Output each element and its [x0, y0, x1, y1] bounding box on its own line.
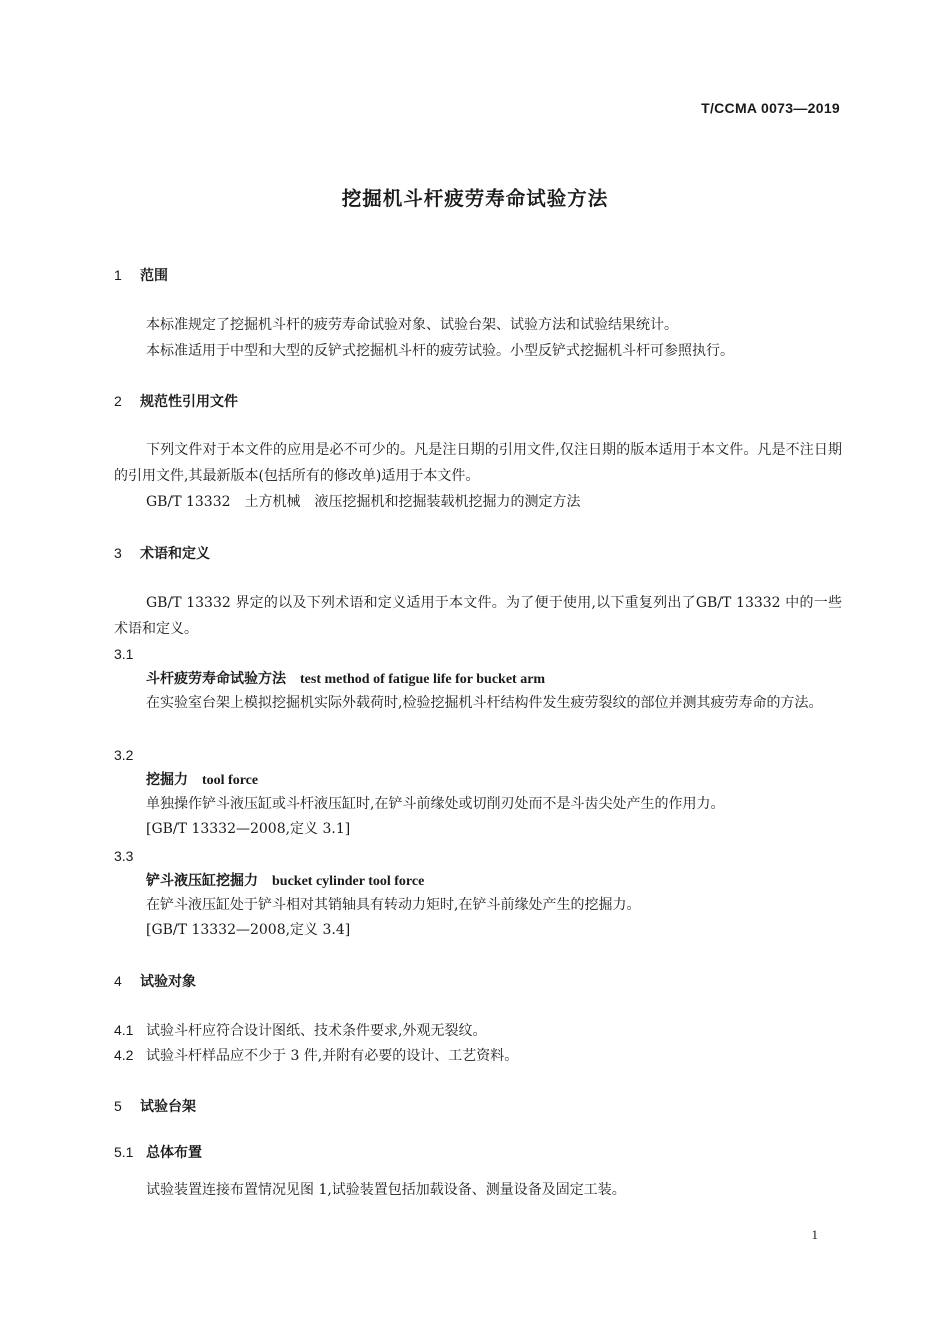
- term-entry: [146, 668, 545, 688]
- subsection-title: 总体布置: [146, 1145, 202, 1161]
- subsection-number: 5.1: [114, 1144, 134, 1160]
- paragraph: 本标准规定了挖掘机斗杆的疲劳寿命试验对象、试验台架、试验方法和试验结果统计。: [146, 317, 678, 333]
- term-en: tool force: [202, 773, 259, 788]
- section-number: 1: [114, 267, 122, 283]
- clause-text: 试验斗杆样品应不少于 3 件,并附有必要的设计、工艺资料。: [146, 1048, 519, 1064]
- term-zh: 挖掘力: [146, 772, 188, 788]
- subsection-5-1-heading: [114, 1142, 202, 1162]
- paragraph: 下列文件对于本文件的应用是必不可少的。凡是注日期的引用文件,仅注日期的版本适用于本文件。凡是不注日期的引用文件,其最新版本(包括所有的修改单)适用于本文件。: [114, 442, 842, 484]
- section-title: 范围: [140, 268, 168, 284]
- section-3-heading: [114, 543, 210, 563]
- paragraph: 本标准适用于中型和大型的反铲式挖掘机斗杆的疲劳试验。小型反铲式挖掘机斗杆可参照执行。: [146, 343, 734, 359]
- term-definition: 在实验室台架上模拟挖掘机实际外载荷时,检验挖掘机斗杆结构件发生疲劳裂纹的部位并测其疲劳寿命的方法。: [146, 695, 823, 711]
- section-number: 5: [114, 1098, 122, 1114]
- section-title: 规范性引用文件: [140, 394, 238, 410]
- section-title: 试验台架: [140, 1099, 196, 1115]
- standard-code: T/CCMA 0073—2019: [701, 100, 840, 116]
- term-zh: 斗杆疲劳寿命试验方法: [146, 671, 286, 687]
- term-source: [GB/T 13332—2008,定义 3.4]: [146, 922, 351, 938]
- paragraph: 试验装置连接布置情况见图 1,试验装置包括加载设备、测量设备及固定工装。: [146, 1182, 626, 1198]
- section-title: 试验对象: [140, 974, 196, 990]
- term-number: 3.3: [114, 848, 134, 864]
- section-number: 2: [114, 393, 122, 409]
- term-number: 3.2: [114, 747, 134, 763]
- paragraph: GB/T 13332 界定的以及下列术语和定义适用于本文件。为了便于使用,以下重复列出了GB/T 13332 中的一些术语和定义。: [114, 595, 842, 637]
- page-number: 1: [811, 1227, 818, 1242]
- term-zh: 铲斗液压缸挖掘力: [146, 873, 258, 889]
- section-1-heading: [114, 265, 168, 285]
- term-en: bucket cylinder tool force: [272, 874, 425, 889]
- clause: [114, 1017, 486, 1044]
- section-5-heading: [114, 1096, 196, 1116]
- term-definition: 单独操作铲斗液压缸或斗杆液压缸时,在铲斗前缘处或切削刃处而不是斗齿尖处产生的作用力。: [146, 796, 725, 812]
- term-entry: [146, 769, 258, 789]
- term-number: 3.1: [114, 646, 134, 662]
- term-source: [GB/T 13332—2008,定义 3.1]: [146, 821, 351, 837]
- term-entry: [146, 870, 424, 890]
- section-number: 4: [114, 973, 122, 989]
- clause-number: 4.1: [114, 1022, 134, 1038]
- clause: [114, 1042, 518, 1069]
- section-title: 术语和定义: [140, 546, 210, 562]
- term-en: test method of fatigue life for bucket arm: [300, 672, 546, 687]
- term-definition: 在铲斗液压缸处于铲斗相对其销轴具有转动力矩时,在铲斗前缘处产生的挖掘力。: [146, 897, 641, 913]
- section-2-heading: [114, 391, 238, 411]
- normative-reference: GB/T 13332 土方机械 液压挖掘机和挖掘装载机挖掘力的测定方法: [146, 494, 581, 510]
- clause-text: 试验斗杆应符合设计图纸、技术条件要求,外观无裂纹。: [146, 1023, 487, 1039]
- document-title: 挖掘机斗杆疲劳寿命试验方法: [341, 187, 609, 210]
- section-4-heading: [114, 971, 196, 991]
- section-number: 3: [114, 545, 122, 561]
- clause-number: 4.2: [114, 1047, 134, 1063]
